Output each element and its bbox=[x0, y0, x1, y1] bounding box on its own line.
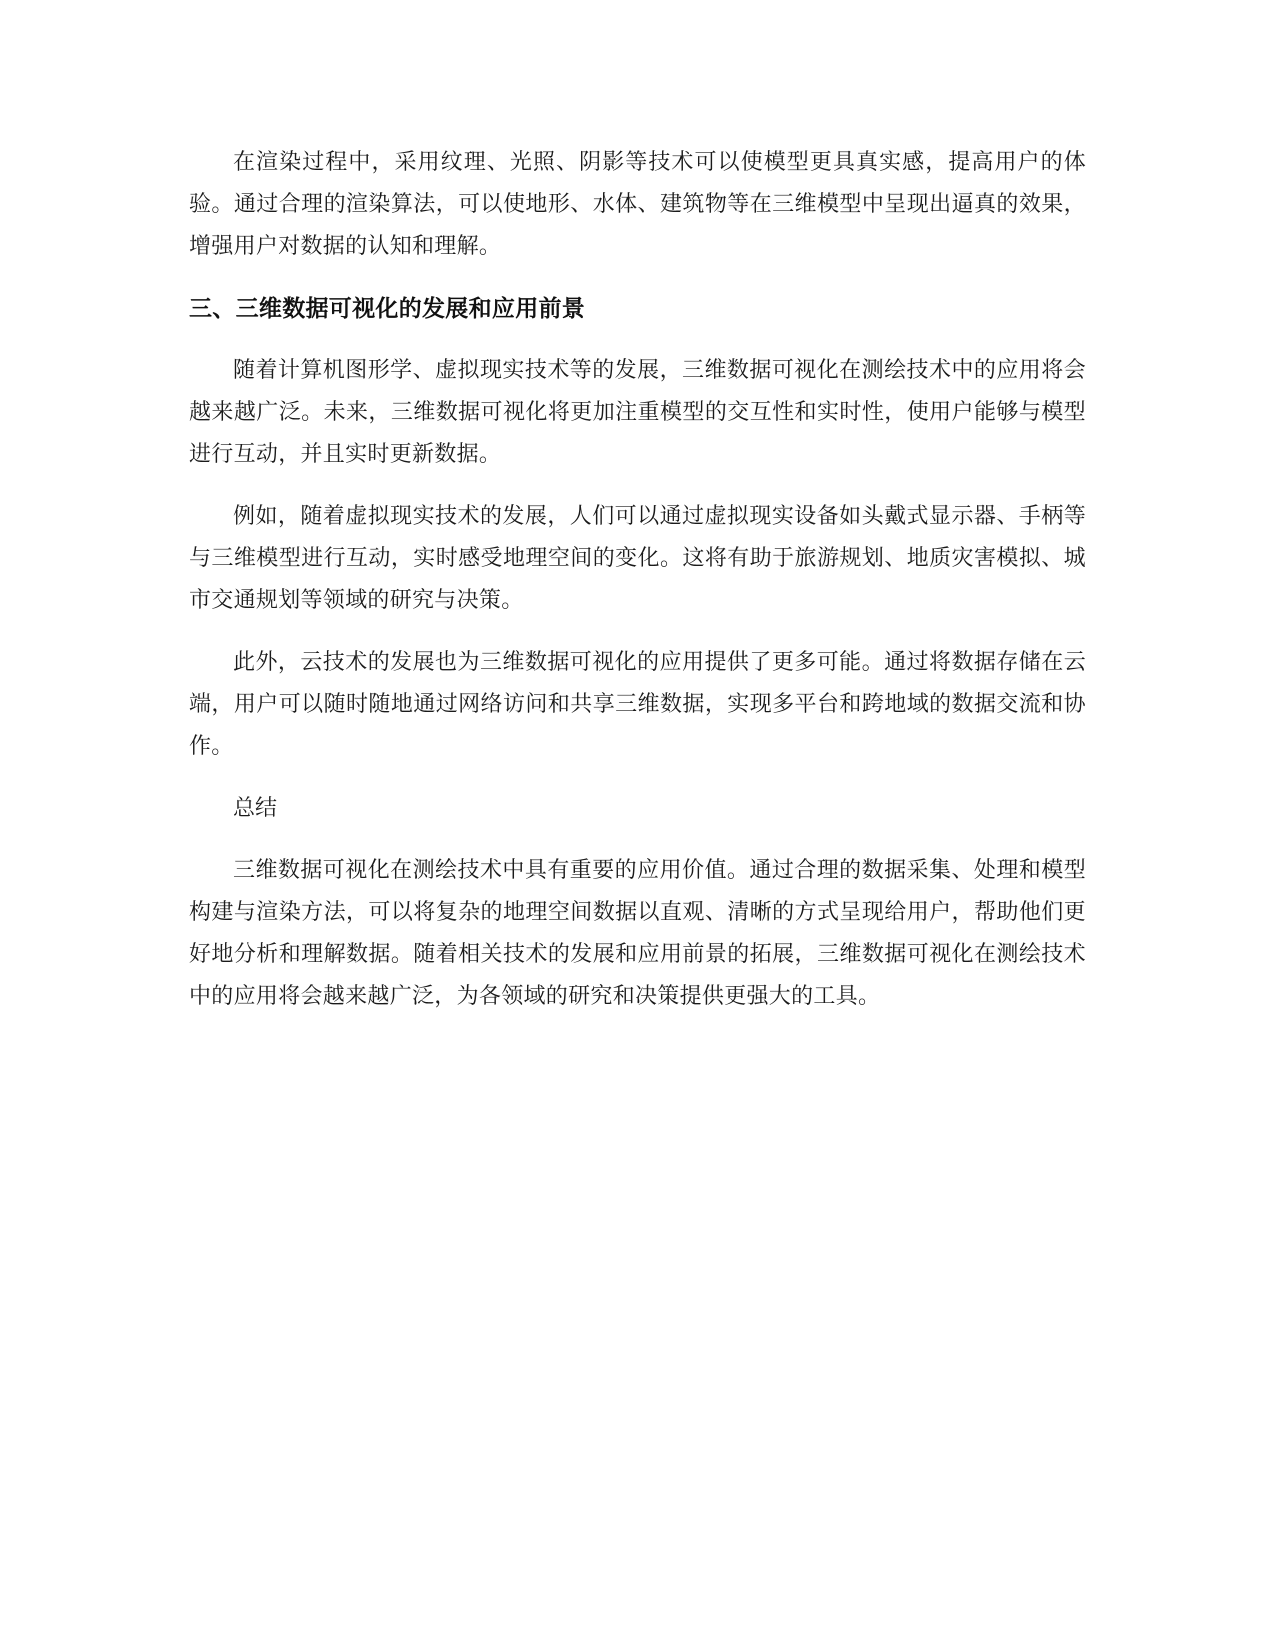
section-heading: 三、三维数据可视化的发展和应用前景 bbox=[189, 296, 586, 322]
paragraph-development: 随着计算机图形学、虚拟现实技术等的发展，三维数据可视化在测绘技术中的应用将会越来越广泛。未来，三维数据可视化将更加注重模型的交互性和实时性，使用户能够与模型进行互动，并且实时更新数据。 bbox=[189, 358, 1086, 467]
document-body bbox=[189, 142, 1086, 1038]
intro-paragraph: 在渲染过程中，采用纹理、光照、阴影等技术可以使模型更具真实感，提高用户的体验。通过合理的渲染算法，可以使地形、水体、建筑物等在三维模型中呈现出逼真的效果，增强用户对数据的认知和理解。 bbox=[189, 150, 1086, 259]
summary-label: 总结 bbox=[233, 796, 278, 821]
paragraph-vr-example: 例如，随着虚拟现实技术的发展，人们可以通过虚拟现实设备如头戴式显示器、手柄等与三维模型进行互动，实时感受地理空间的变化。这将有助于旅游规划、地质灾害模拟、城市交通规划等领域的研究与决策。 bbox=[189, 504, 1086, 613]
summary-paragraph: 三维数据可视化在测绘技术中具有重要的应用价值。通过合理的数据采集、处理和模型构建与渲染方法，可以将复杂的地理空间数据以直观、清晰的方式呈现给用户，帮助他们更好地分析和理解数据。随着相关技术的发展和应用前景的拓展，三维数据可视化在测绘技术中的应用将会越来越广泛，为各领域的研究和决策提供更强大的工具。 bbox=[189, 858, 1086, 1009]
paragraph-cloud: 此外，云技术的发展也为三维数据可视化的应用提供了更多可能。通过将数据存储在云端，用户可以随时随地通过网络访问和共享三维数据，实现多平台和跨地域的数据交流和协作。 bbox=[189, 650, 1086, 759]
